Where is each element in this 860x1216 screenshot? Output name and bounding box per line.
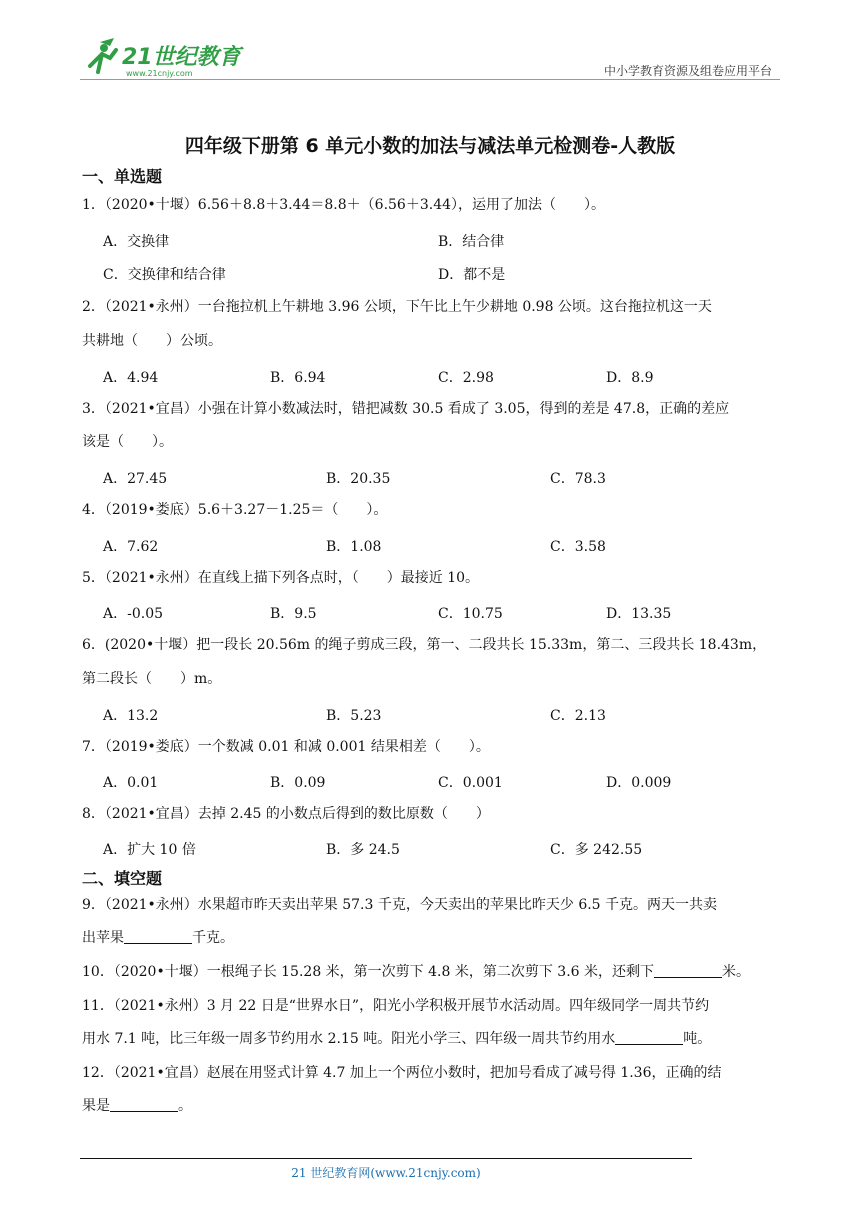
q3-option-a: A．27.45 [103, 471, 168, 487]
platform-name: 中小学教育资源及组卷应用平台 [603, 64, 772, 78]
question-8: 8．（2021•宜昌）去掉 2.45 的小数点后得到的数比原数（ ） [82, 806, 490, 822]
q2-option-b: B．6.94 [270, 370, 326, 386]
question-11-line2: 用水 7.1 吨，比三年级一周多节约用水 2.15 吨。阳光小学三、四年级一周共节约用水 吨。 [82, 1024, 782, 1054]
question-12-line2: 果是 。 [82, 1091, 782, 1121]
question-2-line1: 2．（2021•永州）一台拖拉机上午耕地 3.96 公顷，下午比上午少耕地 0.98 公顷。这台拖拉机这一天 [82, 299, 712, 315]
q5-option-c: C．10.75 [438, 606, 503, 622]
question-2-line2: 共耕地（ ）公顷。 [82, 333, 222, 349]
question-9-line2: 出苹果 千克。 [82, 923, 782, 953]
q6-option-b: B．5.23 [326, 708, 382, 724]
q5-option-a: A．-0.05 [103, 606, 164, 622]
21cnjy-logo [80, 36, 250, 80]
q5-option-d: D．13.35 [606, 606, 672, 622]
question-5: 5．（2021•永州）在直线上描下列各点时，（ ）最接近 10。 [82, 570, 480, 586]
q4-option-a: A．7.62 [103, 539, 159, 555]
page-header [0, 0, 860, 90]
question-6-line1: 6．(2020•十堰）把一段长 20.56m 的绳子剪成三段，第一、二段共长 15.33m，第二、三段共长 18.43m， [82, 637, 767, 653]
q7-option-a: A．0.01 [103, 775, 159, 791]
q1-option-c: C．交换律和结合律 [103, 267, 226, 283]
q5-option-b: B．9.5 [270, 606, 317, 622]
question-9-line1: 9．（2021•永州）水果超市昨天卖出苹果 57.3 千克，今天卖出的苹果比昨天少 6.5 千克。两天一共卖 [82, 897, 718, 913]
q2-option-a: A．4.94 [103, 370, 159, 386]
q1-option-d: D．都不是 [438, 267, 506, 283]
svg-text:www.21cnjy.com: www.21cnjy.com [126, 69, 193, 78]
question-10: 10．（2020•十堰）一根绳子长 15.28 米，第一次剪下 4.8 米，第二次剪下 3.6 米，还剩下 米。 [82, 957, 782, 987]
q4-option-c: C．3.58 [550, 539, 606, 555]
question-11-line1: 11．（2021•永州）3 月 22 日是“世界水日”，阳光小学积极开展节水活动周。四年级同学一周共节约 [82, 998, 710, 1014]
q7-option-b: B．0.09 [270, 775, 326, 791]
q8-option-c: C．多 242.55 [550, 842, 643, 858]
q7-option-d: D．0.009 [606, 775, 672, 791]
answer-blank[interactable] [110, 1095, 178, 1112]
question-1: 1．（2020•十堰）6.56＋8.8＋3.44＝8.8＋（6.56＋3.44），运用了加法（ ）。 [82, 197, 606, 213]
question-7: 7．（2019•娄底）一个数减 0.01 和减 0.001 结果相差（ ）。 [82, 739, 490, 755]
q6-option-a: A．13.2 [103, 708, 159, 724]
answer-blank[interactable] [615, 1028, 683, 1045]
answer-blank[interactable] [124, 927, 192, 944]
header-divider [80, 79, 780, 80]
question-12-line1: 12．（2021•宜昌）赵展在用竖式计算 4.7 加上一个两位小数时，把加号看成了减号得 1.36，正确的结 [82, 1065, 722, 1081]
q7-option-c: C．0.001 [438, 775, 503, 791]
q1-option-a: A．交换律 [103, 234, 170, 250]
q2-option-c: C．2.98 [438, 370, 494, 386]
question-6-line2: 第二段长（ ）m。 [82, 671, 222, 687]
svg-text:21世纪教育: 21世纪教育 [122, 45, 241, 70]
q1-option-b: B．结合律 [438, 234, 505, 250]
page-footer: 21 世纪教育网(www.21cnjy.com) [291, 1166, 481, 1180]
q6-option-c: C．2.13 [550, 708, 606, 724]
q8-option-b: B．多 24.5 [326, 842, 400, 858]
question-4: 4．（2019•娄底）5.6＋3.27－1.25＝（ ）。 [82, 502, 388, 518]
page-title: 四年级下册第 6 单元小数的加法与减法单元检测卷-人教版 [184, 135, 676, 157]
section-heading-single-choice: 一、单选题 [82, 167, 163, 186]
q3-option-b: B．20.35 [326, 471, 391, 487]
q4-option-b: B．1.08 [326, 539, 382, 555]
question-3-line2: 该是（ ）。 [82, 434, 173, 450]
answer-blank[interactable] [654, 961, 722, 978]
footer-divider [80, 1158, 692, 1159]
q2-option-d: D．8.9 [606, 370, 654, 386]
q8-option-a: A．扩大 10 倍 [103, 842, 196, 858]
question-3-line1: 3．（2021•宜昌）小强在计算小数减法时，错把减数 30.5 看成了 3.05，得到的差是 47.8，正确的差应 [82, 401, 730, 417]
q3-option-c: C．78.3 [550, 471, 606, 487]
section-heading-fill-blank: 二、填空题 [82, 869, 163, 888]
